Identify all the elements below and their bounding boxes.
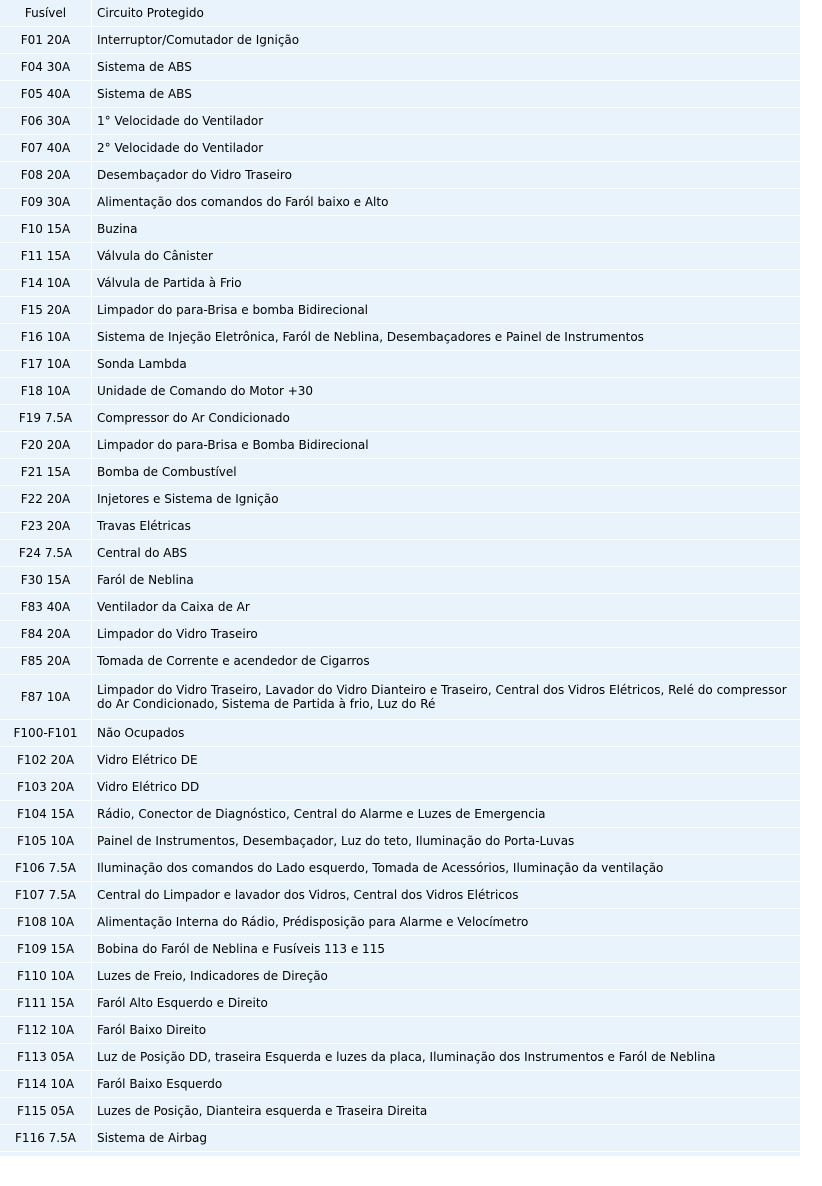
- circuit-description-cell: Sistema de Injeção Eletrônica, Faról de Neblina, Desembaçadores e Painel de Instrumentos: [92, 324, 800, 351]
- fuse-code-cell: F15 20A: [0, 297, 92, 324]
- fuse-code-cell: F100-F101: [0, 720, 92, 747]
- fuse-code-cell: F106 7.5A: [0, 855, 92, 882]
- fuse-code-cell: F08 20A: [0, 162, 92, 189]
- circuit-description-cell: Alimentação Interna do Rádio, Prédisposição para Alarme e Velocímetro: [92, 909, 800, 936]
- table-row: [0, 936, 800, 963]
- table-row: [0, 1125, 800, 1152]
- fuse-code-cell: F17 10A: [0, 351, 92, 378]
- circuit-description-cell: Tomada de Corrente e acendedor de Cigarros: [92, 648, 800, 675]
- fuse-code-cell: F107 7.5A: [0, 882, 92, 909]
- fuse-code-cell: F07 40A: [0, 135, 92, 162]
- fuse-code-cell: F23 20A: [0, 513, 92, 540]
- fuse-code-cell: F16 10A: [0, 324, 92, 351]
- circuit-description-cell: Sistema de ABS: [92, 54, 800, 81]
- table-row: [0, 909, 800, 936]
- circuit-description-cell: Iluminação dos comandos do Lado esquerdo, Tomada de Acessórios, Iluminação da ventilação: [92, 855, 800, 882]
- circuit-description-cell: Sistema de Airbag: [92, 1125, 800, 1152]
- circuit-description-cell: Interruptor/Comutador de Ignição: [92, 27, 800, 54]
- fuse-code-cell: F87 10A: [0, 675, 92, 720]
- circuit-description-cell: Unidade de Comando do Motor +30: [92, 378, 800, 405]
- table-header-row: [0, 0, 800, 27]
- table-row: [0, 432, 800, 459]
- circuit-description-cell: Bomba de Combustível: [92, 459, 800, 486]
- fuse-code-cell: F85 20A: [0, 648, 92, 675]
- table-row: [0, 459, 800, 486]
- table-row: [0, 189, 800, 216]
- table-row: [0, 720, 800, 747]
- fuse-code-cell: F111 15A: [0, 990, 92, 1017]
- fuse-code-cell: F19 7.5A: [0, 405, 92, 432]
- table-body: [0, 27, 800, 1156]
- circuit-description-cell: Painel de Instrumentos, Desembaçador, Luz do teto, Iluminação do Porta-Luvas: [92, 828, 800, 855]
- fuse-code-cell: F116 7.5A: [0, 1125, 92, 1152]
- circuit-description-cell: Compressor do Ar Condicionado: [92, 405, 800, 432]
- fuse-code-cell: F22 20A: [0, 486, 92, 513]
- circuit-description-cell: Bobina do Faról de Neblina e Fusíveis 113 e 115: [92, 936, 800, 963]
- fuse-code-cell: F114 10A: [0, 1071, 92, 1098]
- table-row: [0, 747, 800, 774]
- circuit-description-cell: Não Ocupados: [92, 720, 800, 747]
- circuit-description-cell: Injetores e Sistema de Ignição: [92, 486, 800, 513]
- table-spacer-row: [0, 1152, 800, 1156]
- fuse-code-cell: F110 10A: [0, 963, 92, 990]
- table-row: [0, 648, 800, 675]
- table-row: [0, 675, 800, 720]
- fuse-code-cell: F103 20A: [0, 774, 92, 801]
- fuse-code-cell: F30 15A: [0, 567, 92, 594]
- column-header-circuit: Circuito Protegido: [92, 0, 800, 27]
- table-row: [0, 378, 800, 405]
- circuit-description-cell: Central do Limpador e lavador dos Vidros, Central dos Vidros Elétricos: [92, 882, 800, 909]
- circuit-description-cell: Ventilador da Caixa de Ar: [92, 594, 800, 621]
- circuit-description-cell: Limpador do para-Brisa e bomba Bidirecional: [92, 297, 800, 324]
- table-row: [0, 1044, 800, 1071]
- circuit-description-cell: Limpador do para-Brisa e Bomba Bidirecional: [92, 432, 800, 459]
- fuse-code-cell: F108 10A: [0, 909, 92, 936]
- fuse-code-cell: F83 40A: [0, 594, 92, 621]
- circuit-description-cell: 2° Velocidade do Ventilador: [92, 135, 800, 162]
- table-row: [0, 882, 800, 909]
- table-row: [0, 54, 800, 81]
- fuse-code-cell: F84 20A: [0, 621, 92, 648]
- circuit-description-cell: Limpador do Vidro Traseiro, Lavador do Vidro Dianteiro e Traseiro, Central dos Vidros Elétricos, Relé do compressor do Ar Condicionado, Sistema de Partida à frio, Luz do Ré: [92, 675, 800, 720]
- circuit-description-cell: Buzina: [92, 216, 800, 243]
- fuse-code-cell: F09 30A: [0, 189, 92, 216]
- fuse-code-cell: F20 20A: [0, 432, 92, 459]
- spacer-cell: [92, 1152, 800, 1156]
- circuit-description-cell: Alimentação dos comandos do Faról baixo e Alto: [92, 189, 800, 216]
- circuit-description-cell: Faról Baixo Esquerdo: [92, 1071, 800, 1098]
- circuit-description-cell: Travas Elétricas: [92, 513, 800, 540]
- fuse-code-cell: F01 20A: [0, 27, 92, 54]
- circuit-description-cell: Rádio, Conector de Diagnóstico, Central do Alarme e Luzes de Emergencia: [92, 801, 800, 828]
- table-row: [0, 621, 800, 648]
- fuse-code-cell: F10 15A: [0, 216, 92, 243]
- circuit-description-cell: Vidro Elétrico DD: [92, 774, 800, 801]
- circuit-description-cell: 1° Velocidade do Ventilador: [92, 108, 800, 135]
- table-row: [0, 855, 800, 882]
- table-row: [0, 108, 800, 135]
- fuse-code-cell: F04 30A: [0, 54, 92, 81]
- table-row: [0, 27, 800, 54]
- fuse-code-cell: F115 05A: [0, 1098, 92, 1125]
- fuse-code-cell: F24 7.5A: [0, 540, 92, 567]
- table-row: [0, 774, 800, 801]
- fuse-code-cell: F11 15A: [0, 243, 92, 270]
- circuit-description-cell: Sistema de ABS: [92, 81, 800, 108]
- fuse-code-cell: F102 20A: [0, 747, 92, 774]
- table-row: [0, 963, 800, 990]
- fuse-code-cell: F14 10A: [0, 270, 92, 297]
- fuse-code-cell: F105 10A: [0, 828, 92, 855]
- circuit-description-cell: Luzes de Freio, Indicadores de Direção: [92, 963, 800, 990]
- table-row: [0, 513, 800, 540]
- table-row: [0, 1017, 800, 1044]
- spacer-cell: [0, 1152, 92, 1156]
- table-row: [0, 594, 800, 621]
- table-row: [0, 990, 800, 1017]
- fuse-code-cell: F109 15A: [0, 936, 92, 963]
- circuit-description-cell: Válvula de Partida à Frio: [92, 270, 800, 297]
- fuse-code-cell: F06 30A: [0, 108, 92, 135]
- table-row: [0, 405, 800, 432]
- fuse-code-cell: F112 10A: [0, 1017, 92, 1044]
- table-row: [0, 162, 800, 189]
- circuit-description-cell: Luz de Posição DD, traseira Esquerda e luzes da placa, Iluminação dos Instrumentos e Faról de Neblina: [92, 1044, 800, 1071]
- circuit-description-cell: Sonda Lambda: [92, 351, 800, 378]
- circuit-description-cell: Luzes de Posição, Dianteira esquerda e Traseira Direita: [92, 1098, 800, 1125]
- table-row: [0, 828, 800, 855]
- circuit-description-cell: Vidro Elétrico DE: [92, 747, 800, 774]
- table-row: [0, 297, 800, 324]
- fuse-code-cell: F18 10A: [0, 378, 92, 405]
- fuse-code-cell: F104 15A: [0, 801, 92, 828]
- table-row: [0, 135, 800, 162]
- fuse-code-cell: F05 40A: [0, 81, 92, 108]
- table-row: [0, 567, 800, 594]
- fuse-code-cell: F113 05A: [0, 1044, 92, 1071]
- circuit-description-cell: Central do ABS: [92, 540, 800, 567]
- table-row: [0, 540, 800, 567]
- table-row: [0, 1071, 800, 1098]
- table-row: [0, 216, 800, 243]
- table-row: [0, 270, 800, 297]
- table-row: [0, 324, 800, 351]
- circuit-description-cell: Faról de Neblina: [92, 567, 800, 594]
- table-row: [0, 243, 800, 270]
- circuit-description-cell: Válvula do Cânister: [92, 243, 800, 270]
- table-row: [0, 1098, 800, 1125]
- column-header-fuse: Fusível: [0, 0, 92, 27]
- circuit-description-cell: Faról Baixo Direito: [92, 1017, 800, 1044]
- fuse-code-cell: F21 15A: [0, 459, 92, 486]
- table-row: [0, 801, 800, 828]
- table-row: [0, 486, 800, 513]
- table-row: [0, 81, 800, 108]
- circuit-description-cell: Limpador do Vidro Traseiro: [92, 621, 800, 648]
- circuit-description-cell: Desembaçador do Vidro Traseiro: [92, 162, 800, 189]
- table-row: [0, 351, 800, 378]
- circuit-description-cell: Faról Alto Esquerdo e Direito: [92, 990, 800, 1017]
